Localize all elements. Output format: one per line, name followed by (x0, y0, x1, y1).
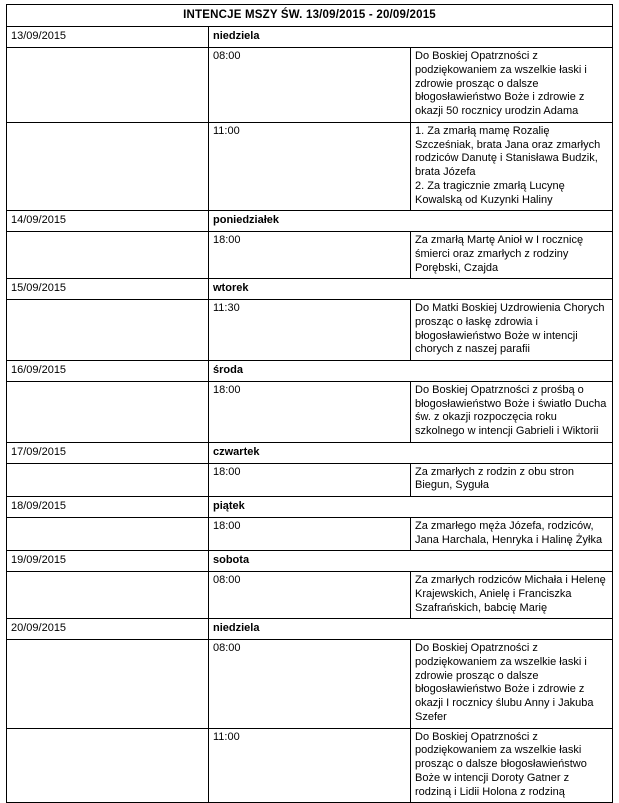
mass-time: 08:00 (209, 640, 411, 729)
entry-spacer-cell (7, 122, 209, 211)
mass-time: 08:00 (209, 48, 411, 123)
table-title-row (7, 5, 613, 27)
mass-entry-row (7, 463, 613, 497)
mass-intentions-document (0, 4, 619, 798)
entry-spacer-cell (7, 232, 209, 279)
day-weekday: piątek (209, 497, 613, 518)
day-weekday: sobota (209, 551, 613, 572)
mass-intention-text: Do Boskiej Opatrzności z prośbą o błogosławieństwo Boże i światło Ducha św. z okazji rozpoczęcia roku szkolnego w intencji Gabrieli i Wiktorii (411, 381, 613, 442)
mass-intention-text: Do Boskiej Opatrzności z podziękowaniem za wszelkie łaski i zdrowie prosząc o dalsze błogosławieństwo Boże i zdrowie z okazji I rocznicy ślubu Anny i Jakuba Szefer (411, 640, 613, 729)
schedule-rows (7, 27, 613, 803)
mass-entry-row (7, 300, 613, 361)
mass-intention-text: Do Matki Boskiej Uzdrowienia Chorych prosząc o łaskę zdrowia i błogosławieństwo Boże w intencji chorych z naszej parafii (411, 300, 613, 361)
day-weekday: niedziela (209, 27, 613, 48)
mass-intention-text: Za zmarłych rodziców Michała i Helenę Krajewskich, Anielę i Franciszka Szafrańskich, babcię Marię (411, 572, 613, 619)
mass-entry-row (7, 48, 613, 123)
mass-time: 11:30 (209, 300, 411, 361)
day-date: 20/09/2015 (7, 619, 209, 640)
day-header-row (7, 619, 613, 640)
day-date: 18/09/2015 (7, 497, 209, 518)
day-header-row (7, 361, 613, 382)
table-body (7, 5, 613, 27)
day-date: 14/09/2015 (7, 211, 209, 232)
day-date: 17/09/2015 (7, 442, 209, 463)
mass-time: 11:00 (209, 728, 411, 803)
mass-intention-text: Za zmarłych z rodzin z obu stron Biegun, Syguła (411, 463, 613, 497)
entry-spacer-cell (7, 572, 209, 619)
day-header-row (7, 442, 613, 463)
day-weekday: niedziela (209, 619, 613, 640)
mass-time: 18:00 (209, 232, 411, 279)
day-header-row (7, 497, 613, 518)
entry-spacer-cell (7, 517, 209, 551)
day-date: 16/09/2015 (7, 361, 209, 382)
mass-intention-text: 1. Za zmarłą mamę Rozalię Szcześniak, brata Jana oraz zmarłych rodziców Danutę i Stanisława Budzik, brata Józefa 2. Za tragicznie zmarłą Lucynę Kowalską od Kuzynki Haliny (411, 122, 613, 211)
mass-entry-row (7, 232, 613, 279)
mass-intention-text: Za zmarłą Martę Anioł w I rocznicę śmierci oraz zmarłych z rodziny Porębski, Czajda (411, 232, 613, 279)
day-date: 15/09/2015 (7, 279, 209, 300)
entry-spacer-cell (7, 381, 209, 442)
mass-entry-row (7, 572, 613, 619)
mass-entry-row (7, 517, 613, 551)
day-header-row (7, 27, 613, 48)
day-date: 13/09/2015 (7, 27, 209, 48)
mass-entry-row (7, 381, 613, 442)
entry-spacer-cell (7, 48, 209, 123)
mass-time: 18:00 (209, 381, 411, 442)
mass-intention-text: Do Boskiej Opatrzności z podziękowaniem za wszelkie łaski i zdrowie prosząc o dalsze błogosławieństwo Boże i zdrowie z okazji 50 rocznicy urodzin Adama (411, 48, 613, 123)
mass-entry-row (7, 640, 613, 729)
entry-spacer-cell (7, 463, 209, 497)
document-title: INTENCJE MSZY ŚW. 13/09/2015 - 20/09/2015 (7, 5, 613, 27)
mass-time: 11:00 (209, 122, 411, 211)
mass-time: 18:00 (209, 517, 411, 551)
mass-entry-row (7, 728, 613, 803)
day-weekday: poniedziałek (209, 211, 613, 232)
day-header-row (7, 551, 613, 572)
mass-entry-row (7, 122, 613, 211)
mass-intentions-table (6, 4, 613, 803)
day-header-row (7, 211, 613, 232)
day-weekday: wtorek (209, 279, 613, 300)
day-header-row (7, 279, 613, 300)
day-weekday: czwartek (209, 442, 613, 463)
mass-intention-text: Za zmarłego męża Józefa, rodziców, Jana Harchala, Henryka i Halinę Żyłka (411, 517, 613, 551)
entry-spacer-cell (7, 728, 209, 803)
entry-spacer-cell (7, 300, 209, 361)
mass-time: 08:00 (209, 572, 411, 619)
mass-time: 18:00 (209, 463, 411, 497)
day-date: 19/09/2015 (7, 551, 209, 572)
mass-intention-text: Do Boskiej Opatrzności z podziękowaniem za wszelkie łaski prosząc o dalsze błogosławieństwo Boże w intencji Doroty Gatner z rodziną i Lidii Holona z rodziną (411, 728, 613, 803)
entry-spacer-cell (7, 640, 209, 729)
day-weekday: środa (209, 361, 613, 382)
